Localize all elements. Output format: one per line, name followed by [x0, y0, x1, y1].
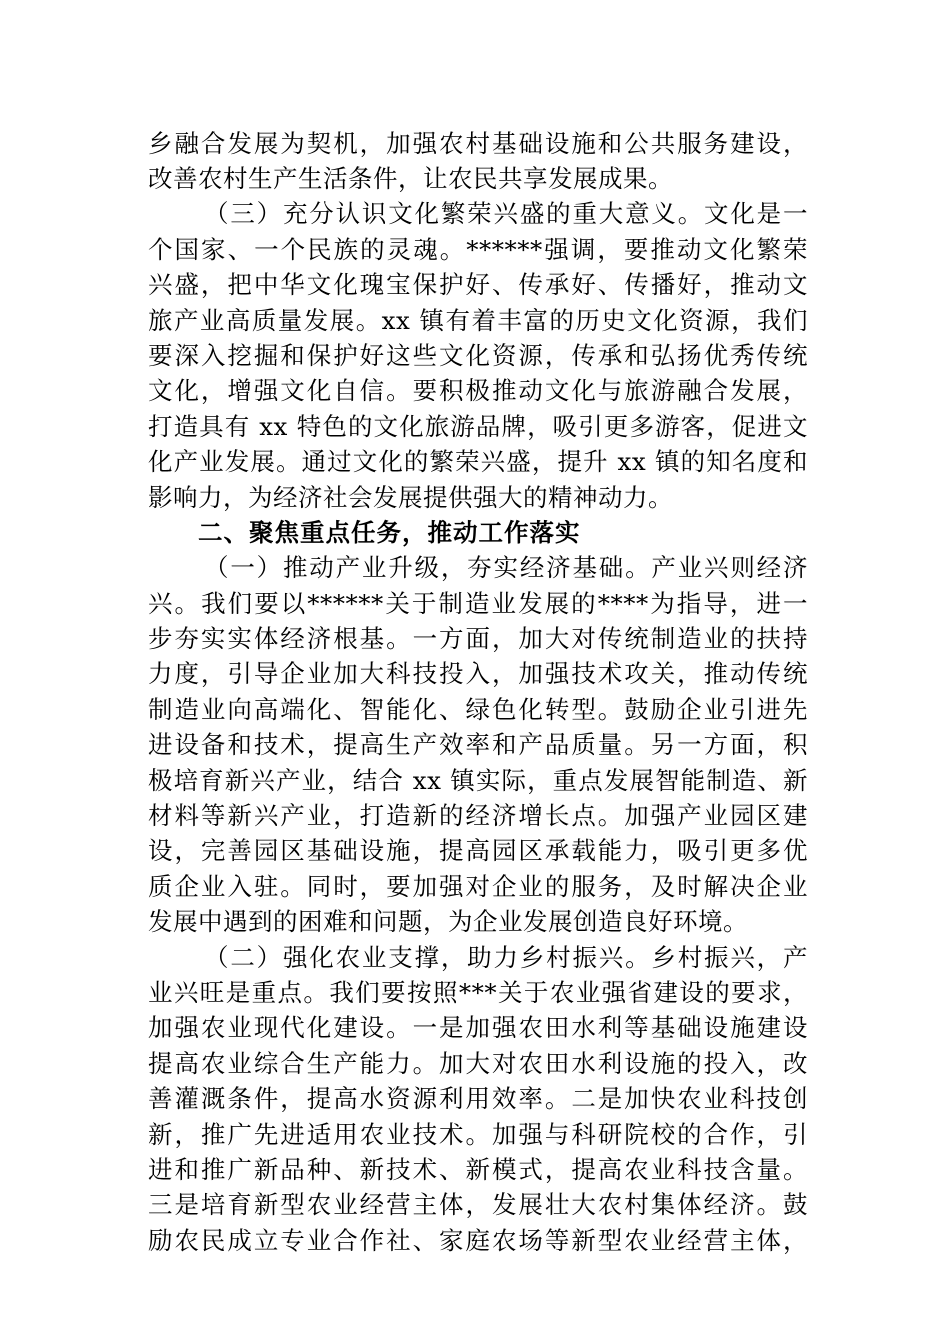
paragraph-line: 打造具有 xx 特色的文化旅游品牌，吸引更多游客，促进文	[148, 412, 808, 441]
section-heading: 二、聚焦重点任务，推动工作落实	[198, 518, 581, 547]
paragraph-line: 影响力，为经济社会发展提供强大的精神动力。	[148, 483, 673, 512]
paragraph-line: 三是培育新型农业经营主体，发展壮大农村集体经济。鼓	[148, 1190, 808, 1219]
paragraph-line: （一）推动产业升级，夯实经济基础。产业兴则经济	[204, 553, 808, 582]
paragraph-line: 要深入挖掘和保护好这些文化资源，传承和弘扬优秀传统	[148, 341, 808, 370]
paragraph-line: 新，推广先进适用农业技术。加强与科研院校的合作，引	[148, 1120, 808, 1149]
paragraph-line: 进设备和技术，提高生产效率和产品质量。另一方面，积	[148, 730, 808, 759]
paragraph-line: 善灌溉条件，提高水资源利用效率。二是加快农业科技创	[148, 1084, 808, 1113]
paragraph-line: 质企业入驻。同时，要加强对企业的服务，及时解决企业	[148, 872, 808, 901]
paragraph-line: 旅产业高质量发展。xx 镇有着丰富的历史文化资源，我们	[148, 306, 808, 335]
paragraph-line: 乡融合发展为契机，加强农村基础设施和公共服务建设，	[148, 129, 808, 158]
paragraph-line: 材料等新兴产业，打造新的经济增长点。加强产业园区建	[148, 801, 808, 830]
paragraph-line: 加强农业现代化建设。一是加强农田水利等基础设施建设	[148, 1013, 808, 1042]
paragraph-line: 设，完善园区基础设施，提高园区承载能力，吸引更多优	[148, 836, 808, 865]
paragraph-line: （三）充分认识文化繁荣兴盛的重大意义。文化是一	[204, 199, 808, 228]
paragraph-line: 进和推广新品种、新技术、新模式，提高农业科技含量。	[148, 1155, 808, 1184]
paragraph-line: 步夯实实体经济根基。一方面，加大对传统制造业的扶持	[148, 624, 808, 653]
paragraph-line: 化产业发展。通过文化的繁荣兴盛，提升 xx 镇的知名度和	[148, 447, 808, 476]
paragraph-line: 改善农村生产生活条件，让农民共享发展成果。	[148, 164, 673, 193]
paragraph-line: 业兴旺是重点。我们要按照***关于农业强省建设的要求，	[148, 978, 808, 1007]
paragraph-line: （二）强化农业支撑，助力乡村振兴。乡村振兴，产	[204, 943, 808, 972]
paragraph-line: 兴盛，把中华文化瑰宝保护好、传承好、传播好，推动文	[148, 270, 808, 299]
paragraph-line: 提高农业综合生产能力。加大对农田水利设施的投入，改	[148, 1049, 808, 1078]
paragraph-line: 文化，增强文化自信。要积极推动文化与旅游融合发展，	[148, 376, 808, 405]
paragraph-line: 发展中遇到的困难和问题，为企业发展创造良好环境。	[148, 907, 748, 936]
paragraph-line: 兴。我们要以******关于制造业发展的****为指导，进一	[148, 589, 808, 618]
paragraph-line: 制造业向高端化、智能化、绿色化转型。鼓励企业引进先	[148, 695, 808, 724]
paragraph-line: 极培育新兴产业，结合 xx 镇实际，重点发展智能制造、新	[148, 766, 808, 795]
paragraph-line: 个国家、一个民族的灵魂。******强调，要推动文化繁荣	[148, 235, 808, 264]
paragraph-line: 力度，引导企业加大科技投入，加强技术攻关，推动传统	[148, 659, 808, 688]
paragraph-line: 励农民成立专业合作社、家庭农场等新型农业经营主体，	[148, 1226, 808, 1255]
